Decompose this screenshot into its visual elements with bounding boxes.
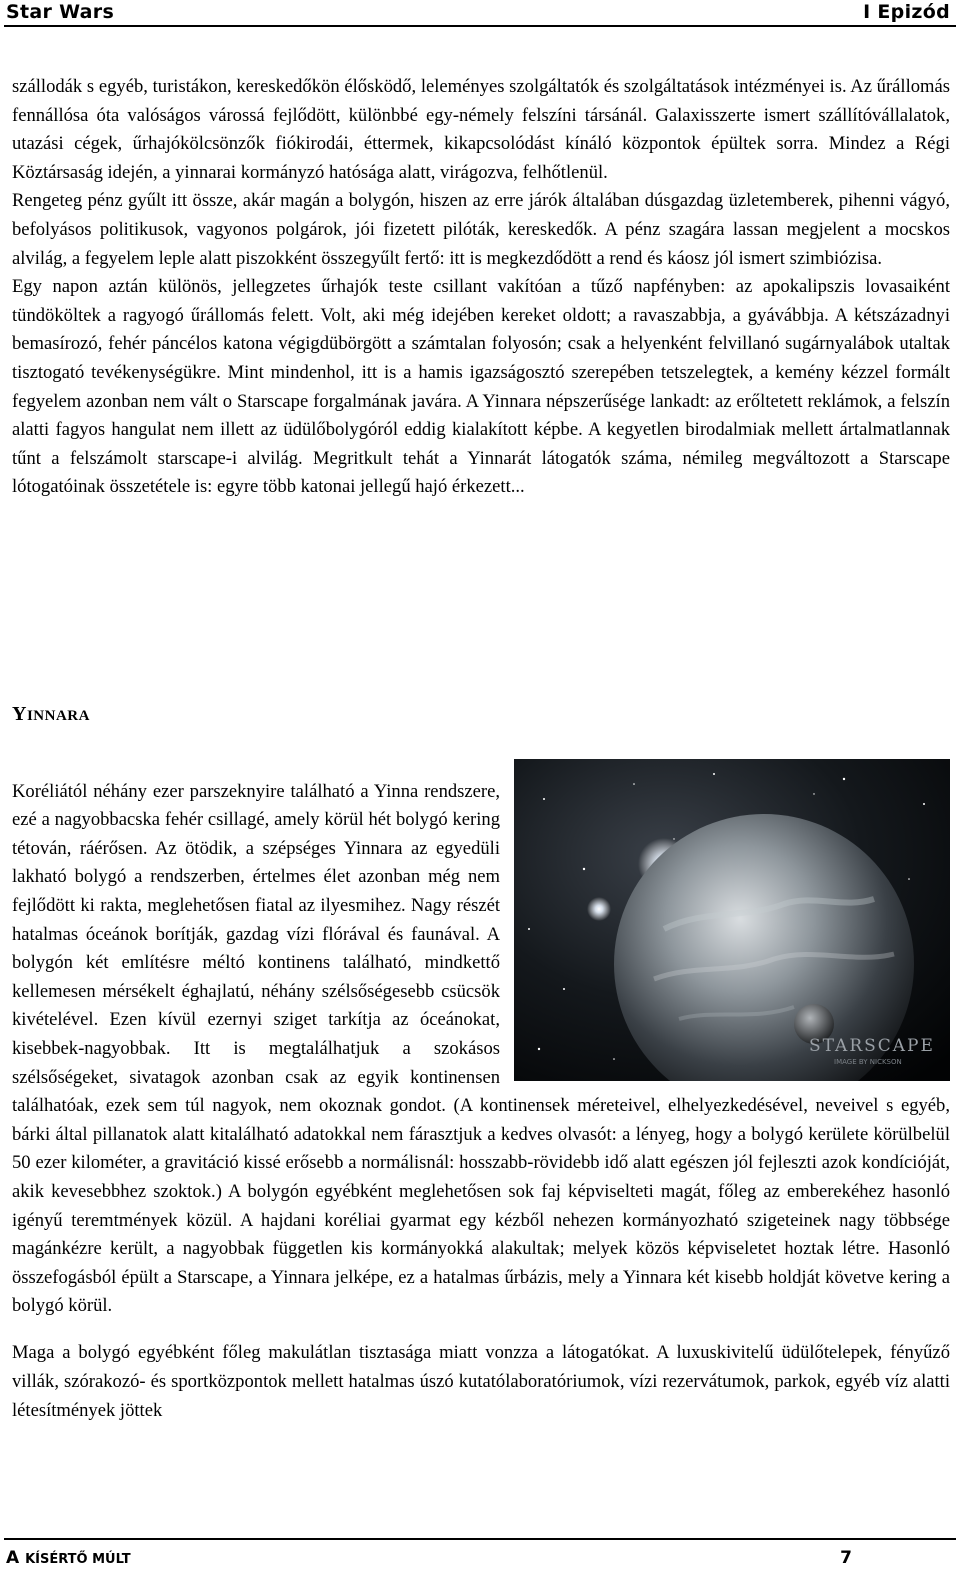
page-number: 7 (840, 1548, 852, 1568)
planet-section-text (12, 759, 950, 1444)
planet-image (514, 759, 950, 1081)
planet-paragraph-2: Maga a bolygó egyébként főleg makulátlan tisztasága miatt vonzza a látogatókat. A luxuskivitelű üdülőtelepek, fényűző villák, szórakozó- és sportközpontok mellett hatalmas úszó kutatólaboratóriumok, vízi rezervátumok, parkok, egyéb víz alatti létesítmények jöttek (12, 1342, 950, 1421)
footer-chapter-initial: A (6, 1548, 26, 1568)
footer-rule (4, 1538, 956, 1540)
footer-chapter-title (6, 1548, 131, 1568)
footer-chapter-rest: KÍSÉRTŐ MÚLT (25, 1552, 131, 1567)
intro-paragraph-2: Rengeteg pénz gyűlt itt össze, akár magán a bolygón, hiszen az erre járók általában dúsgazdag üzletemberek, pihenni vágyó, befolyásos politikusok, vagyonos polgárok, jói fizetett pilóták, kereskedők. A pénz szagára lassan megjelent a mocskos alvilág, a fegyelem leple alatt piszokként összegyűlt fertő: itt is megkezdődött a rend és káosz jól ismert szimbiózisa. (12, 190, 950, 269)
section-heading-initial: Y (12, 703, 27, 725)
header-episode-title: I Epizód (863, 1, 950, 23)
header-rule (4, 25, 956, 27)
intro-paragraph-1: szállodák s egyéb, turistákon, kereskedőkön élősködő, leleményes szolgáltatók és szolgáltatások intézményei is. Az űrállomás fennállósa óta valóságos várossá fejlődött, különbbé egy-némely felszíni társánál. Galaxisszerte ismert szállítóvállalatok, utazási cégek, űrhajókölcsönzők fiókirodái, éttermek, kikapcsolódást kínáló központok épültek sorra. Mindez a Régi Köztársaság idején, a yinnarai kormányzó hatósága alatt, virágozva, felhőtlenül. (12, 76, 950, 183)
intro-paragraph-3: Egy napon aztán különös, jellegzetes űrhajók teste csillant vakítóan a tűző napfényben: az apokalipszis lovasaiként tündököltek a ragyogó űrállomás felett. Volt, aki még idejében kereket oldott; a ravaszabbja, a gyávábbja. A kétszázadnyi bemasírozó, fehér páncélos katona végigdübörgött a számtalan folyosón; csak a helyenként felvillanó sugárnyalábok utaltak tisztogató tevékenységükre. Mint mindenhol, itt is a hamis igazságosztó szerepében tetszelegtek, a kemény kézzel formált fegyelem azonban nem vált o Starscape forgalmának javára. A Yinnara népszerűsége lankadt: az erőltetett reklámok, a felszín alatti fagyos hangulat nem illett az üdülőbolygóról eddig kialakított képbe. A kegyetlen birodalmiak mellett ártalmatlannak tűnt a felszámolt starscape-i alvilág. Megritkult tehát a Yinnarát látogatók száma, némileg megváltozott a Starscape lótogatóinak összetétele is: egyre több katonai jellegű hajó érkezett... (12, 276, 950, 498)
header-series-title: Star Wars (6, 1, 115, 23)
image-caption: STARSCAPE (809, 1036, 935, 1056)
planet-illustration (514, 759, 950, 1081)
planet-paragraph-1: Koréliától néhány ezer parszeknyire található a Yinna rendszere, ezé a nagyobbacska fehér csillagé, amely körül hét bolygó kering tétován, ráérősen. Az ötödik, a szépséges Yinnara az egyedüli lakható bolygó a rendszerben, értelmes élet azonban még nem fejlődött ki rakta, meglehetősen fiatal az ilyesmihez. Nagy részét hatalmas óceánok borítják, gazdag vízi flórával és faunával. A bolygón két említésre méltó kontinens található, mindkettő kellemesen mérsékelt éghajlatú, néhány szélsőségesebb csücsök kivételével. Ezen kívül ezernyi sziget tarkítja az óceánokat, kisebbek-nagyobbak. Itt is megtalálhatjuk a szokásos szélsőségeket, sivatagok azonban csak az egyik kontinensen találhatóak, ezek sem túl nagyok, nem okoznak gondot. (A kontinensek méreteivel, elhelyezkedésével, neveivel s egyéb, bárki által pillanatok alatt kitalálható adatokkal nem fárasztjuk a kedves olvasót: a lényeg, hogy a bolygó kerülete körülbelül 50 ezer kilométer, a gravitáció kissé erősebb a normálisnál: hosszabb-rövidebb idő alatt egészen jól fejleszti azok kondícióját, akik kevesebbhez szoktok.) A bolygón egyébként meglehetősen sok faj képviselteti magát, főleg az emberekéhez hasonló igényű teremtmények közül. A hajdani koréliai gyarmat egy kézből nehezen kormányozható szigeteinek nagy többsége magánkézre került, a nagyobbak független kis kormányokká alakultak; melyek közös képviseletet hoztak létre. Hasonló összefogásból épült a Starscape, a Yinnara jelképe, ez a hatalmas űrbázis, mely a Yinnara két kisebb holdját követve kering a bolygó körül. (12, 780, 950, 1317)
section-heading-rest: INNARA (26, 708, 90, 724)
page-footer (0, 1536, 960, 1573)
intro-text (12, 73, 950, 502)
page-header (0, 0, 960, 32)
image-credit: IMAGE BY NICKSON (834, 1058, 902, 1066)
section-heading-yinnara (12, 703, 90, 726)
